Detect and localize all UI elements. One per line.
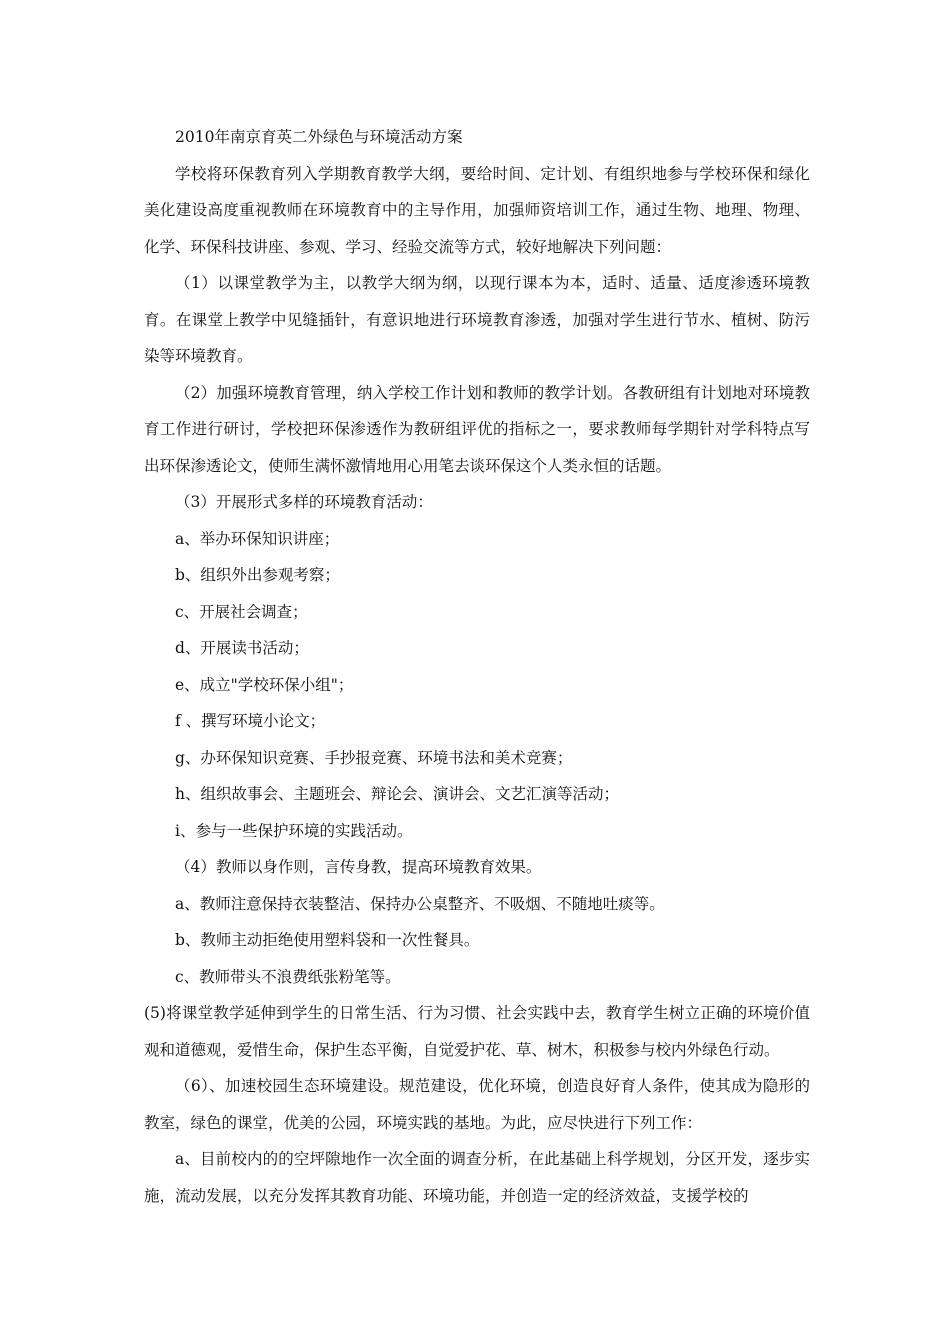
document-title: 2010年南京育英二外绿色与环境活动方案 [175, 128, 463, 146]
list-item-6a: a、目前校内的的空坪隙地作一次全面的调查分析，在此基础上科学规划，分区开发，逐步实施，流动发展，以充分发挥其教育功能、环境功能，并创造一定的经济效益，支援学校的 [144, 1150, 810, 1205]
paragraph-item-1: （1）以课堂教学为主，以教学大纲为纲，以现行课本为本，适时、适量、适度渗透环境教育。在课堂上教学中见缝插针，有意识地进行环境教育渗透，加强对学生进行节水、植树、防污染等环境教育。 [144, 274, 810, 365]
paragraph-item-5: (5)将课堂教学延伸到学生的日常生活、行为习惯、社会实践中去，教育学生树立正确的环境价值观和道德观，爱惜生命，保护生态平衡，自觉爱护花、草、树木，积极参与校内外绿色行动。 [144, 1004, 810, 1059]
list-item-3g: g、办环保知识竞赛、手抄报竞赛、环境书法和美术竞赛； [175, 748, 573, 767]
document-body [144, 119, 810, 1214]
list-item-3h: h、组织故事会、主题班会、辩论会、演讲会、文艺汇演等活动； [175, 785, 619, 803]
list-item-3i: i、参与一些保护环境的实践活动。 [175, 821, 413, 840]
list-item-3c: c、开展社会调查； [175, 602, 308, 621]
list-item-3a: a、举办环保知识讲座； [175, 529, 340, 548]
list-item-3b: b、组织外出参观考察； [175, 566, 340, 584]
list-item-3d: d、开展读书活动； [175, 639, 309, 657]
paragraph-item-4: （4）教师以身作则，言传身教，提高环境教育效果。 [175, 858, 542, 876]
list-item-3f: f 、撰写环境小论文； [175, 712, 326, 730]
paragraph-item-3: （3）开展形式多样的环境教育活动： [175, 493, 433, 511]
list-item-4c: c、教师带头不浪费纸张粉笔等。 [175, 967, 401, 986]
list-item-4a: a、教师注意保持衣装整洁、保持办公桌整齐、不吸烟、不随地吐痰等。 [175, 894, 665, 913]
list-item-4b: b、教师主动拒绝使用塑料袋和一次性餐具。 [175, 931, 480, 949]
list-item-3e: e、成立"学校环保小组"； [175, 675, 354, 694]
paragraph-item-6: （6）、加速校园生态环境建设。规范建设，优化环境，创造良好育人条件，使其成为隐形的教室，绿色的课堂，优美的公园，环境实践的基地。为此，应尽快进行下列工作： [144, 1077, 810, 1132]
paragraph-intro: 学校将环保教育列入学期教育教学大纲，要给时间、定计划、有组织地参与学校环保和绿化美化建设高度重视教师在环境教育中的主导作用，加强师资培训工作，通过生物、地理、物理、化学、环保科技讲座、参观、学习、经验交流等方式，较好地解决下列问题： [144, 164, 810, 256]
paragraph-item-2: （2）加强环境教育管理，纳入学校工作计划和教师的教学计划。各教研组有计划地对环境教育工作进行研讨，学校把环保渗透作为教研组评优的指标之一，要求教师每学期针对学科特点写出环保渗透论文，使师生满怀激情地用心用笔去谈环保这个人类永恒的话题。 [144, 383, 810, 475]
